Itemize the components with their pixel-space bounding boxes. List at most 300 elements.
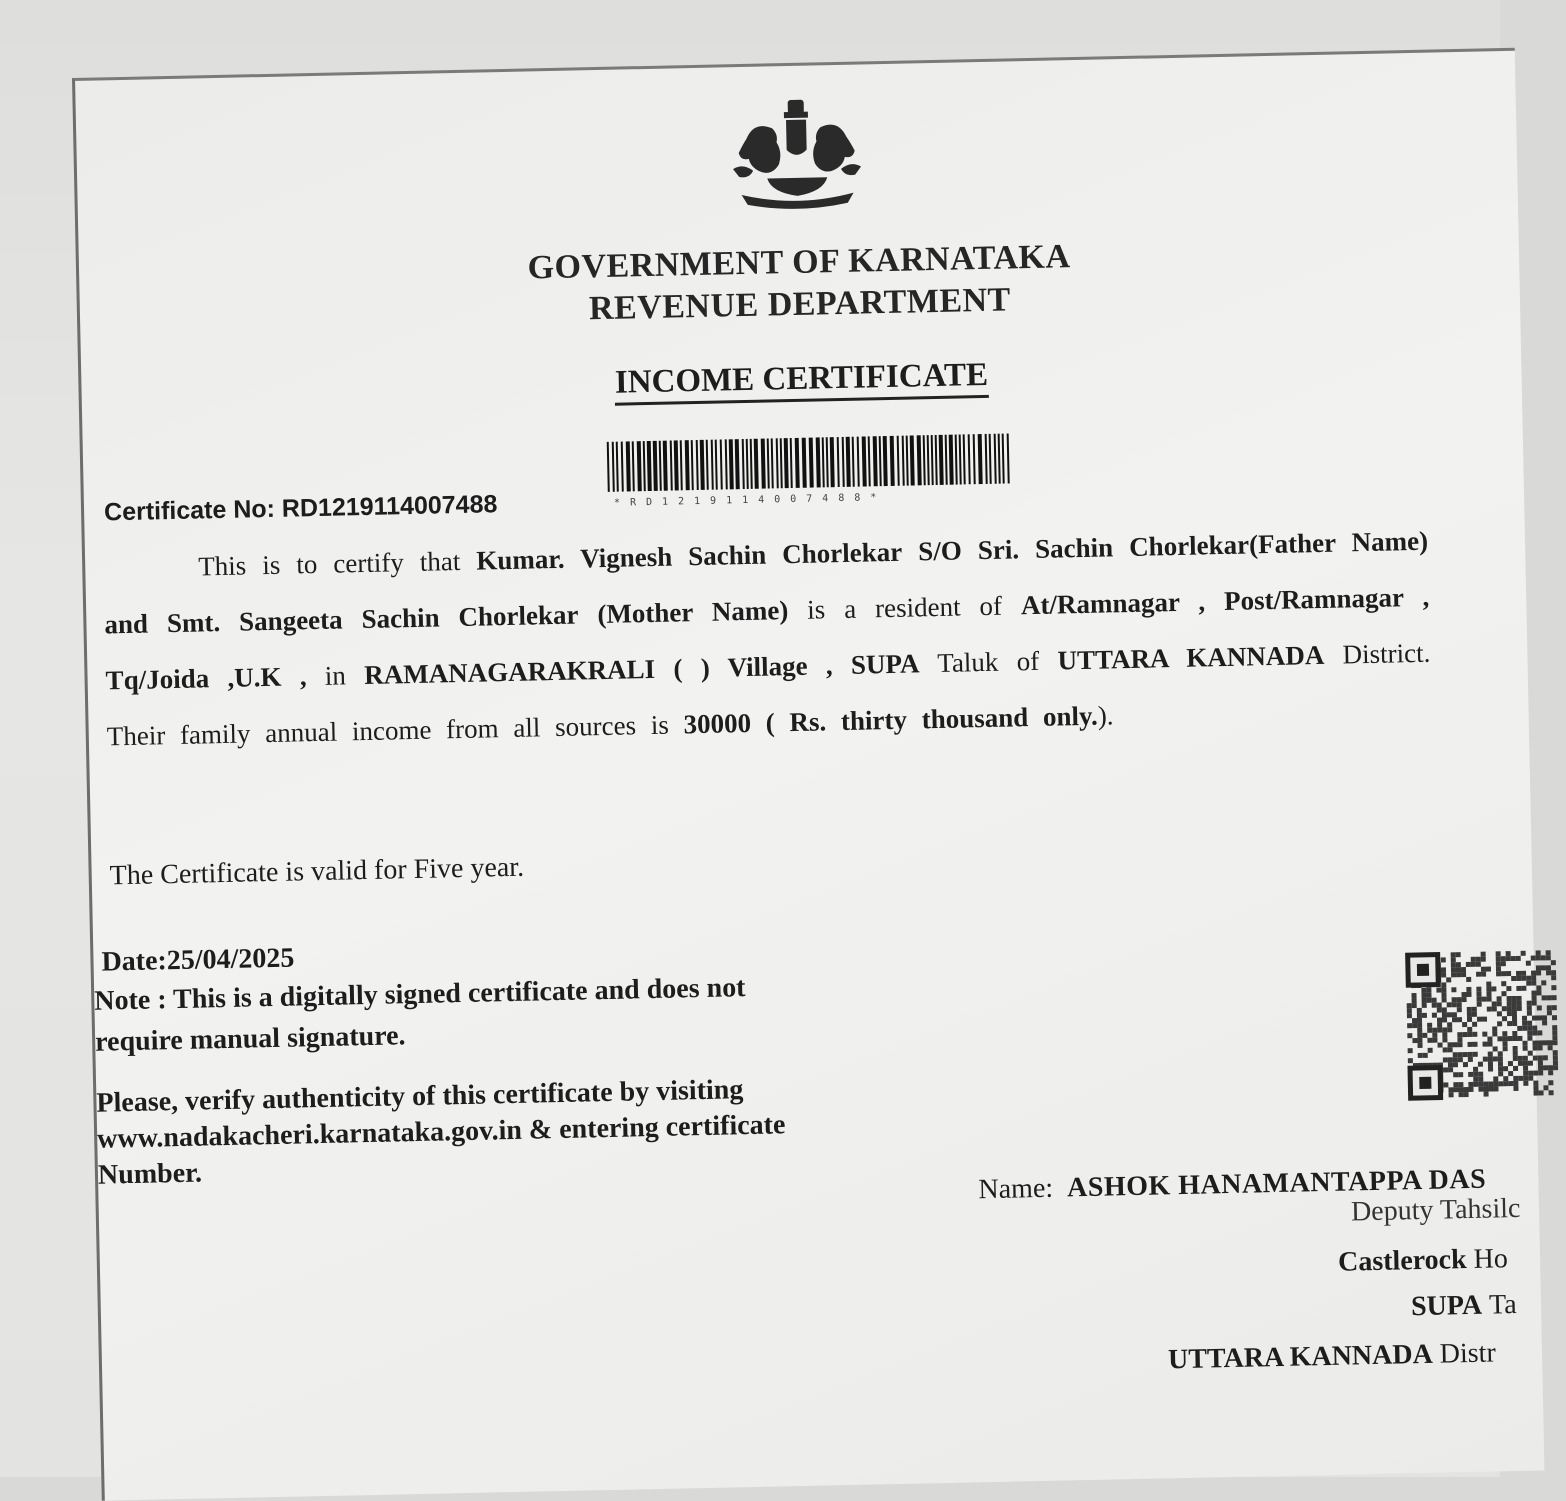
qr-module	[1527, 1021, 1532, 1026]
signatory-taluk: SUPA Ta	[1410, 1289, 1517, 1323]
qr-module	[1491, 986, 1496, 991]
qr-module	[1543, 1065, 1548, 1070]
qr-module	[1507, 1006, 1512, 1011]
qr-module	[1553, 1060, 1558, 1065]
qr-module	[1422, 1013, 1427, 1018]
qr-module	[1421, 993, 1426, 998]
qr-module	[1498, 1051, 1503, 1056]
karnataka-emblem-icon	[726, 96, 868, 214]
qr-module	[1432, 998, 1437, 1003]
qr-module	[1456, 967, 1461, 972]
barcode-bar	[776, 438, 779, 488]
qr-module	[1512, 1021, 1517, 1026]
validity-statement: The Certificate is valid for Five year.	[109, 851, 525, 892]
barcode-bar	[985, 434, 988, 484]
qr-module	[1502, 1031, 1507, 1036]
barcode-bar	[816, 437, 821, 487]
qr-module	[1552, 1040, 1557, 1045]
qr-module	[1456, 962, 1461, 967]
qr-module	[1506, 986, 1511, 991]
qr-module	[1553, 1055, 1558, 1060]
qr-module	[1478, 1072, 1483, 1077]
qr-module	[1457, 1002, 1462, 1007]
qr-module	[1522, 1016, 1527, 1021]
qr-module	[1522, 1021, 1527, 1026]
barcode-bar	[959, 434, 962, 484]
qr-module	[1502, 1041, 1507, 1046]
qr-module	[1417, 1013, 1422, 1018]
qr-module	[1441, 987, 1446, 992]
qr-module	[1441, 982, 1446, 987]
qr-module	[1508, 1071, 1513, 1076]
qr-module	[1498, 1071, 1503, 1076]
qr-module	[1473, 1077, 1478, 1082]
qr-module	[1466, 992, 1471, 997]
barcode-bar	[691, 440, 694, 490]
qr-module	[1503, 1076, 1508, 1081]
barcode-bar	[837, 437, 840, 487]
barcode-bar	[647, 441, 652, 491]
qr-module	[1533, 1056, 1538, 1061]
qr-module	[1437, 1018, 1442, 1023]
certificate-number-label: Certificate No:	[103, 494, 276, 527]
qr-module	[1432, 1013, 1437, 1018]
qr-module	[1533, 1071, 1538, 1076]
qr-module	[1516, 986, 1521, 991]
qr-module	[1447, 1002, 1452, 1007]
qr-module	[1527, 1036, 1532, 1041]
qr-module	[1449, 1092, 1454, 1097]
qr-module	[1483, 1082, 1488, 1087]
qr-module	[1457, 1032, 1462, 1037]
qr-module	[1462, 997, 1467, 1002]
qr-module	[1481, 972, 1486, 977]
qr-module	[1513, 1056, 1518, 1061]
qr-module	[1493, 1056, 1498, 1061]
qr-module	[1472, 1022, 1477, 1027]
qr-module	[1447, 1027, 1452, 1032]
barcode-bar	[902, 436, 905, 486]
qr-module	[1487, 1006, 1492, 1011]
certificate-number-value: RD1219114007488	[281, 490, 498, 523]
certificate-title: INCOME CERTIFICATE	[81, 346, 1521, 413]
qr-module	[1476, 962, 1481, 967]
qr-module	[1482, 1042, 1487, 1047]
qr-module	[1427, 1023, 1432, 1028]
signatory-district: UTTARA KANNADA Distr	[1167, 1337, 1497, 1376]
qr-module	[1536, 970, 1541, 975]
barcode-bar	[632, 441, 635, 491]
qr-module	[1412, 1018, 1417, 1023]
barcode-bar	[685, 440, 690, 490]
qr-module	[1453, 1082, 1458, 1087]
qr-module	[1527, 1011, 1532, 1016]
barcode-bar	[735, 439, 740, 489]
qr-module	[1532, 1031, 1537, 1036]
qr-module	[1547, 1010, 1552, 1015]
qr-module	[1542, 1040, 1547, 1045]
qr-module	[1408, 1048, 1413, 1053]
qr-module	[1536, 955, 1541, 960]
barcode-bar	[670, 441, 673, 491]
qr-module	[1523, 1066, 1528, 1071]
signatory-designation: Deputy Tahsilc	[1350, 1192, 1521, 1228]
barcode-bar	[963, 434, 966, 484]
qr-module	[1443, 1047, 1448, 1052]
barcode-bar	[890, 436, 895, 486]
barcode-bar	[830, 437, 835, 487]
barcode-bar	[809, 438, 814, 488]
barcode-bar	[729, 439, 734, 489]
qr-module	[1422, 1033, 1427, 1038]
qr-module	[1473, 1082, 1478, 1087]
barcode-bar	[978, 434, 983, 484]
qr-module	[1453, 1072, 1458, 1077]
qr-module	[1467, 1007, 1472, 1012]
qr-module	[1421, 988, 1426, 993]
barcode-bar	[767, 438, 770, 488]
barcode-bar	[826, 437, 829, 487]
qr-module	[1407, 1033, 1412, 1038]
barcode-bar	[746, 439, 749, 489]
village: RAMANAGARAKRALI ( ) Village ,	[363, 650, 833, 691]
qr-module	[1451, 972, 1456, 977]
barcode-bar	[711, 440, 714, 490]
barcode-bar	[949, 435, 954, 485]
qr-module	[1453, 1062, 1458, 1067]
qr-module	[1512, 1036, 1517, 1041]
barcode-bar	[795, 438, 800, 488]
qr-module	[1503, 1081, 1508, 1086]
barcode-bar	[720, 439, 723, 489]
qr-module	[1543, 1055, 1548, 1060]
barcode-bar	[910, 435, 915, 485]
signatory-name: Name: ASHOK HANAMANTAPPA DAS	[978, 1163, 1487, 1206]
barcode-bar	[998, 434, 1001, 484]
qr-module	[1546, 950, 1551, 955]
qr-module	[1488, 1061, 1493, 1066]
qr-module	[1417, 1033, 1422, 1038]
qr-module	[1466, 977, 1471, 982]
qr-module	[1471, 957, 1476, 962]
qr-module	[1492, 1031, 1497, 1036]
qr-module	[1466, 962, 1471, 967]
qr-module	[1552, 1030, 1557, 1035]
qr-module	[1483, 1087, 1488, 1092]
qr-module	[1464, 1092, 1469, 1097]
qr-module	[1482, 997, 1487, 1002]
qr-module	[1417, 1018, 1422, 1023]
qr-module	[1537, 1005, 1542, 1010]
qr-module	[1552, 1025, 1557, 1030]
qr-module	[1516, 971, 1521, 976]
qr-module	[1531, 956, 1536, 961]
qr-module	[1552, 1005, 1557, 1010]
qr-module	[1541, 955, 1546, 960]
qr-module	[1467, 1042, 1472, 1047]
qr-module	[1512, 1011, 1517, 1016]
qr-module	[1476, 987, 1481, 992]
qr-module	[1487, 1036, 1492, 1041]
qr-module	[1456, 972, 1461, 977]
qr-module	[1537, 1030, 1542, 1035]
qr-module	[1512, 1006, 1517, 1011]
qr-module	[1546, 970, 1551, 975]
qr-module	[1551, 975, 1556, 980]
qr-module	[1506, 956, 1511, 961]
barcode-bar	[846, 437, 851, 487]
qr-module	[1477, 1017, 1482, 1022]
barcode-bar	[607, 442, 610, 492]
qr-module	[1411, 993, 1416, 998]
qr-module	[1496, 961, 1501, 966]
qr-module	[1549, 1090, 1554, 1095]
barcode-bar	[790, 438, 793, 488]
qr-module	[1523, 1056, 1528, 1061]
barcode-bar	[621, 442, 624, 492]
qr-module	[1487, 996, 1492, 1001]
qr-module	[1481, 952, 1486, 957]
barcode-bar	[879, 436, 882, 486]
qr-module	[1517, 1006, 1522, 1011]
qr-module	[1448, 1047, 1453, 1052]
district: UTTARA KANNADA	[1057, 639, 1325, 676]
qr-module	[1512, 1016, 1517, 1021]
qr-module	[1493, 1076, 1498, 1081]
qr-module	[1508, 1061, 1513, 1066]
barcode-bar	[822, 437, 825, 487]
qr-module	[1438, 1043, 1443, 1048]
qr-module	[1507, 996, 1512, 1001]
qr-module	[1502, 1016, 1507, 1021]
qr-module	[1527, 1001, 1532, 1006]
qr-module	[1463, 1087, 1468, 1092]
qr-module	[1442, 1027, 1447, 1032]
barcode-bar	[616, 442, 619, 492]
barcode-bar	[771, 438, 774, 488]
qr-module	[1492, 1026, 1497, 1031]
qr-module	[1412, 1038, 1417, 1043]
qr-module	[1493, 1046, 1498, 1051]
qr-code	[1406, 950, 1559, 1101]
qr-module	[1528, 1061, 1533, 1066]
qr-module	[1501, 956, 1506, 961]
qr-module	[1472, 1007, 1477, 1012]
qr-module	[1498, 1081, 1503, 1086]
barcode-bar	[715, 440, 718, 490]
qr-module	[1542, 1015, 1547, 1020]
qr-module	[1458, 1082, 1463, 1087]
qr-module	[1478, 1062, 1483, 1067]
barcode-bar	[923, 435, 926, 485]
qr-module	[1484, 1092, 1489, 1097]
qr-module	[1467, 1027, 1472, 1032]
qr-module	[1441, 972, 1446, 977]
qr-module	[1407, 1013, 1412, 1018]
barcode-bar	[754, 439, 759, 489]
income-words: ( Rs. thirty thousand only.	[765, 700, 1099, 738]
qr-module	[1457, 1042, 1462, 1047]
qr-module	[1538, 1060, 1543, 1065]
qr-module	[1507, 1011, 1512, 1016]
issue-date: Date:25/04/2025	[101, 942, 295, 978]
qr-module	[1498, 1066, 1503, 1071]
certificate-body: This is to certify that Kumar. Vignesh Sachin Chorlekar S/O Sri. Sachin Chorlekar(Father Name) and Smt. Sangeeta Sachin Chorlekar (Mother Name) is a resident of At/Ramnagar , Post/Ramnagar , Tq/Joida ,U.K , in RAMANAGARAKRALI ( ) Village , SUPA Taluk of UTTARA KANNADA District. Their family annual income from all sources is 30000 ( Rs. thirty thousand only.).	[104, 525, 1431, 752]
qr-module	[1442, 1032, 1447, 1037]
qr-module	[1521, 986, 1526, 991]
qr-module	[1448, 1087, 1453, 1092]
mother-name: Sangeeta Sachin Chorlekar	[238, 599, 579, 637]
qr-module	[1536, 950, 1541, 955]
qr-module	[1488, 1066, 1493, 1071]
qr-module	[1516, 956, 1521, 961]
qr-module	[1432, 1003, 1437, 1008]
qr-module	[1523, 1081, 1528, 1086]
qr-module	[1456, 952, 1461, 957]
qr-module	[1472, 1032, 1477, 1037]
qr-module	[1503, 1066, 1508, 1071]
qr-module	[1542, 1020, 1547, 1025]
qr-module	[1528, 1076, 1533, 1081]
qr-module	[1442, 997, 1447, 1002]
qr-module	[1539, 1090, 1544, 1095]
qr-module	[1532, 1041, 1537, 1046]
qr-module	[1451, 967, 1456, 972]
qr-module	[1528, 1051, 1533, 1056]
qr-module	[1458, 1052, 1463, 1057]
qr-module	[1452, 1017, 1457, 1022]
barcode-bar	[802, 438, 807, 488]
qr-module	[1457, 997, 1462, 1002]
barcode-bar	[857, 437, 860, 487]
qr-module	[1466, 987, 1471, 992]
qr-module	[1468, 1087, 1473, 1092]
qr-module	[1548, 1080, 1553, 1085]
qr-module	[1458, 1072, 1463, 1077]
qr-module	[1553, 1065, 1558, 1070]
qr-module	[1546, 965, 1551, 970]
barcode-bar	[883, 436, 888, 486]
barcode-bar	[761, 439, 766, 489]
qr-module	[1527, 1031, 1532, 1036]
qr-module	[1459, 1092, 1464, 1097]
qr-module	[1532, 1001, 1537, 1006]
qr-module	[1488, 1051, 1493, 1056]
qr-module	[1476, 972, 1481, 977]
barcode-bar	[906, 436, 909, 486]
qr-module	[1471, 962, 1476, 967]
qr-module	[1497, 996, 1502, 1001]
qr-module	[1418, 1053, 1423, 1058]
qr-module	[1442, 1017, 1447, 1022]
qr-module	[1432, 1033, 1437, 1038]
qr-module	[1451, 957, 1456, 962]
qr-module	[1453, 1057, 1458, 1062]
qr-module	[1447, 1012, 1452, 1017]
qr-module	[1507, 1001, 1512, 1006]
barcode-bar	[852, 437, 855, 487]
barcode-bar	[927, 435, 930, 485]
qr-module	[1501, 991, 1506, 996]
barcode-bar	[700, 440, 705, 490]
qr-module	[1507, 1036, 1512, 1041]
qr-module	[1553, 1050, 1558, 1055]
barcode-bar	[750, 439, 753, 489]
qr-module	[1422, 1003, 1427, 1008]
qr-module	[1467, 1032, 1472, 1037]
qr-module	[1441, 957, 1446, 962]
qr-module	[1417, 1008, 1422, 1013]
digital-signature-note: Note : This is a digitally signed certificate and does not require manual signature.	[94, 972, 746, 1058]
barcode-bar	[939, 435, 944, 485]
barcode-bar	[643, 441, 646, 491]
qr-module	[1513, 1051, 1518, 1056]
qr-module	[1447, 1022, 1452, 1027]
barcode-bar	[742, 439, 745, 489]
qr-module	[1533, 1046, 1538, 1051]
qr-module	[1412, 998, 1417, 1003]
qr-module	[1497, 1021, 1502, 1026]
qr-module	[1511, 976, 1516, 981]
qr-module	[1417, 1028, 1422, 1033]
qr-module	[1452, 1002, 1457, 1007]
qr-module	[1468, 1057, 1473, 1062]
qr-module	[1541, 980, 1546, 985]
qr-module	[1436, 988, 1441, 993]
department-heading: REVENUE DEPARTMENT	[588, 281, 1012, 328]
applicant-name: Kumar. Vignesh Sachin Chorlekar	[476, 536, 903, 576]
barcode-bar	[674, 440, 679, 490]
barcode-caption: *RD1219114007488*	[613, 492, 887, 509]
qr-module	[1486, 991, 1491, 996]
qr-module	[1531, 991, 1536, 996]
qr-module	[1536, 985, 1541, 990]
barcode-bar	[680, 440, 683, 490]
qr-module	[1462, 1022, 1467, 1027]
qr-module	[1526, 981, 1531, 986]
barcode-bar	[663, 441, 668, 491]
qr-module	[1547, 995, 1552, 1000]
qr-module	[1517, 996, 1522, 1001]
qr-module	[1513, 1076, 1518, 1081]
barcode-bar	[653, 441, 658, 491]
qr-module	[1443, 1082, 1448, 1087]
qr-module	[1497, 1011, 1502, 1016]
qr-module	[1417, 1038, 1422, 1043]
qr-finder-center	[1419, 1077, 1431, 1089]
qr-module	[1407, 1003, 1412, 1008]
qr-module	[1532, 1026, 1537, 1031]
qr-module	[1523, 1076, 1528, 1081]
barcode-bar	[917, 435, 922, 485]
qr-module	[1512, 1031, 1517, 1036]
verification-note: Please, verify authenticity of this certificate by visiting www.nadakacheri.karnataka.gov.in & entering certificate Number.	[96, 1074, 786, 1191]
qr-module	[1552, 1035, 1557, 1040]
qr-module	[1512, 996, 1517, 1001]
barcode-bar	[626, 441, 631, 491]
barcode-bar	[862, 436, 867, 486]
qr-module	[1488, 1081, 1493, 1086]
barcode-bar	[955, 435, 958, 485]
qr-module	[1537, 1015, 1542, 1020]
qr-module	[1518, 1061, 1523, 1066]
qr-module	[1513, 1066, 1518, 1071]
qr-module	[1442, 1007, 1447, 1012]
qr-module	[1488, 1086, 1493, 1091]
qr-module	[1497, 1001, 1502, 1006]
barcode-bar	[873, 436, 878, 486]
qr-module	[1428, 1048, 1433, 1053]
